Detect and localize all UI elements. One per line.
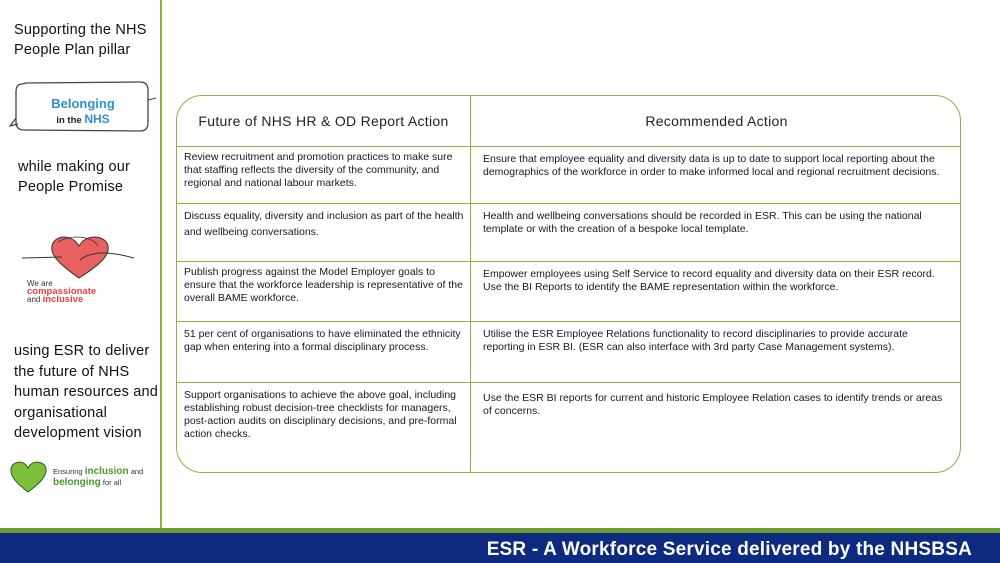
future-action-cell: Discuss equality, diversity and inclusion as part of the health and wellbeing conversations. [177, 204, 471, 261]
compassionate-inclusive-logo [27, 280, 96, 304]
actions-table [176, 95, 961, 473]
recommended-action-cell: Empower employees using Self Service to record equality and diversity data on their ESR record. Use the BI Reports to identify the BAME representation within the workforce. [483, 268, 935, 293]
heart-logo-and: and [27, 295, 41, 304]
table-row [177, 321, 961, 382]
inclusion-logo-for-all: for all [102, 478, 122, 487]
column-header-recommended-action: Recommended Action [645, 113, 788, 129]
recommended-action-cell: Health and wellbeing conversations should be recorded in ESR. This can be using the national template or with the creation of a bespoke local template. [483, 210, 922, 235]
table-row [177, 203, 961, 261]
heart-logo-we-are: We are [27, 279, 53, 288]
footer-title: ESR - A Workforce Service delivered by the NHSBSA [486, 539, 972, 560]
belonging-logo-in-the: in the [56, 115, 82, 126]
recommended-action-cell: Use the ESR BI reports for current and historic Employee Relation cases to identify trends or areas of concerns. [483, 392, 943, 417]
future-action-cell: Review recruitment and promotion practices to make sure that staffing reflects the diversity of the community, and regional and national labour markets. [177, 147, 471, 203]
esr-vision-text: using ESR to deliver the future of NHS human resources and organisational development vision [14, 343, 159, 441]
inclusion-logo-and: and [130, 467, 144, 476]
people-promise-text: while making our People Promise [18, 159, 130, 195]
future-action-cell: Publish progress against the Model Employer goals to ensure that the workforce leadership is representative of the overall BAME workforce. [177, 262, 471, 321]
inclusion-logo-inclusion: inclusion [84, 466, 129, 477]
belonging-in-the-nhs-logo [8, 78, 158, 140]
heart-logo-inclusive: inclusive [42, 294, 84, 305]
inclusion-logo-belonging: belonging [53, 477, 101, 488]
table-row [177, 382, 961, 473]
belonging-logo-nhs: NHS [84, 112, 110, 126]
belonging-logo-word: Belonging [51, 96, 115, 111]
recommended-action-cell: Utilise the ESR Employee Relations functionality to record disciplinaries to provide accurate reporting in ESR BI. (ESR can also interface with 3rd party Case Management systems). [483, 328, 908, 353]
table-row [177, 146, 961, 203]
heart-logo-compassionate: compassionate [27, 286, 97, 297]
belonging-logo-subtitle [8, 112, 158, 126]
column-header-future-action: Future of NHS HR & OD Report Action [177, 96, 471, 146]
inclusion-logo-ensuring: Ensuring [53, 467, 83, 476]
future-action-cell: 51 per cent of organisations to have eliminated the ethnicity gap when entering into a formal disciplinary process. [177, 322, 471, 382]
people-plan-intro: Supporting the NHS People Plan pillar [14, 22, 147, 58]
footer-bar [0, 533, 1000, 563]
inclusion-belonging-logo [53, 466, 143, 488]
table-row [177, 261, 961, 321]
future-action-cell: Support organisations to achieve the above goal, including establishing robust decision-tree checklists for managers, post-action audits on disciplinary decisions, and pre-formal action checks. [177, 383, 471, 473]
recommended-action-cell: Ensure that employee equality and diversity data is up to date to support local reporting about the demographics of the workforce in order to make informed local and regional recruitment decisions. [483, 153, 940, 178]
